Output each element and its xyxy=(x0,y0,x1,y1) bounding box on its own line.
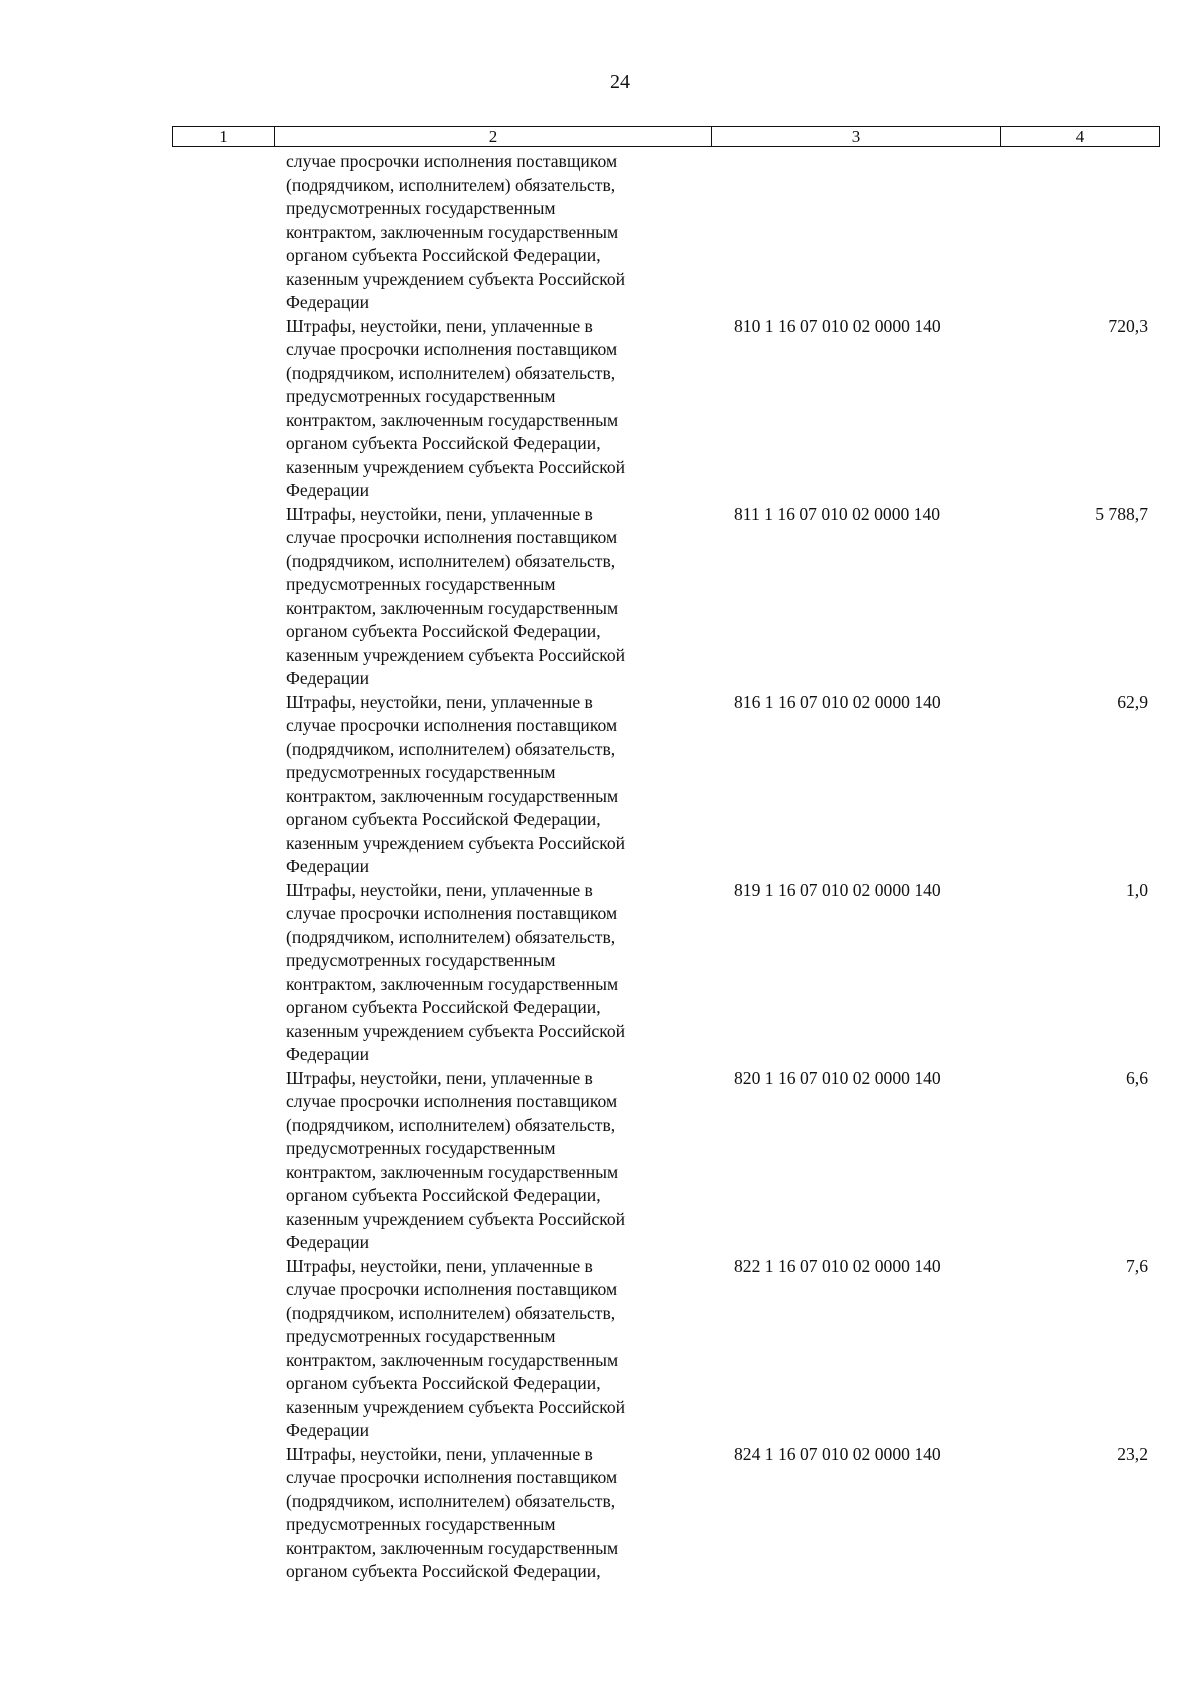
row-description: Штрафы, неустойки, пени, уплаченные в случае просрочки исполнения поставщиком (подрядчиком, исполнителем) обязательств, предусмотренных государственным контрактом, заключенным государственным органом субъекта Российской Федерации, казенным учреждением субъекта Российской Федерации xyxy=(286,1067,626,1252)
row-code: 820 1 16 07 010 02 0000 140 xyxy=(734,1067,941,1088)
row-amount: 6,6 xyxy=(1126,1067,1148,1088)
table-body xyxy=(0,150,1200,1584)
row-amount: 5 788,7 xyxy=(1095,503,1148,524)
row-amount: 720,3 xyxy=(1108,315,1148,336)
row-code: 824 1 16 07 010 02 0000 140 xyxy=(734,1443,941,1464)
table-row xyxy=(0,315,1200,503)
column-header-2: 2 xyxy=(274,127,711,146)
row-code: 810 1 16 07 010 02 0000 140 xyxy=(734,315,941,336)
row-amount: 23,2 xyxy=(1117,1443,1148,1464)
table-row xyxy=(0,1067,1200,1255)
table-row xyxy=(0,150,1200,315)
row-code: 816 1 16 07 010 02 0000 140 xyxy=(734,691,941,712)
column-header-1: 1 xyxy=(219,127,228,146)
row-code: 819 1 16 07 010 02 0000 140 xyxy=(734,879,941,900)
table-row xyxy=(0,1443,1200,1584)
row-description: Штрафы, неустойки, пени, уплаченные в случае просрочки исполнения поставщиком (подрядчиком, исполнителем) обязательств, предусмотренных государственным контрактом, заключенным государственным органом субъекта Российской Федерации, казенным учреждением субъекта Российской Федерации xyxy=(286,1255,626,1440)
row-description: Штрафы, неустойки, пени, уплаченные в случае просрочки исполнения поставщиком (подрядчиком, исполнителем) обязательств, предусмотренных государственным контрактом, заключенным государственным органом субъекта Российской Федерации, казенным учреждением субъекта Российской Федерации xyxy=(286,879,626,1064)
table-row xyxy=(0,1255,1200,1443)
column-header-3: 3 xyxy=(711,127,1000,146)
table-row xyxy=(0,503,1200,691)
row-description: Штрафы, неустойки, пени, уплаченные в случае просрочки исполнения поставщиком (подрядчиком, исполнителем) обязательств, предусмотренных государственным контрактом, заключенным государственным органом субъекта Российской Федерации, казенным учреждением субъекта Российской Федерации xyxy=(286,503,626,688)
table-row xyxy=(0,879,1200,1067)
table-header-row xyxy=(172,126,1160,147)
row-code: 822 1 16 07 010 02 0000 140 xyxy=(734,1255,941,1276)
page-number: 24 xyxy=(610,71,630,93)
row-amount: 7,6 xyxy=(1126,1255,1148,1276)
row-amount: 62,9 xyxy=(1117,691,1148,712)
column-header-4: 4 xyxy=(1000,127,1159,146)
row-description: Штрафы, неустойки, пени, уплаченные в случае просрочки исполнения поставщиком (подрядчиком, исполнителем) обязательств, предусмотренных государственным контрактом, заключенным государственным органом субъекта Российской Федерации, казенным учреждением субъекта Российской Федерации xyxy=(286,315,626,500)
row-description: Штрафы, неустойки, пени, уплаченные в случае просрочки исполнения поставщиком (подрядчиком, исполнителем) обязательств, предусмотренных государственным контрактом, заключенным государственным органом субъекта Российской Федерации, xyxy=(286,1443,619,1581)
row-description: случае просрочки исполнения поставщиком (подрядчиком, исполнителем) обязательств, предусмотренных государственным контрактом, заключенным государственным органом субъекта Российской Федерации, казенным учреждением субъекта Российской Федерации xyxy=(286,151,626,312)
row-amount: 1,0 xyxy=(1126,879,1148,900)
table-row xyxy=(0,691,1200,879)
row-code: 811 1 16 07 010 02 0000 140 xyxy=(734,503,941,524)
row-description: Штрафы, неустойки, пени, уплаченные в случае просрочки исполнения поставщиком (подрядчиком, исполнителем) обязательств, предусмотренных государственным контрактом, заключенным государственным органом субъекта Российской Федерации, казенным учреждением субъекта Российской Федерации xyxy=(286,691,626,876)
